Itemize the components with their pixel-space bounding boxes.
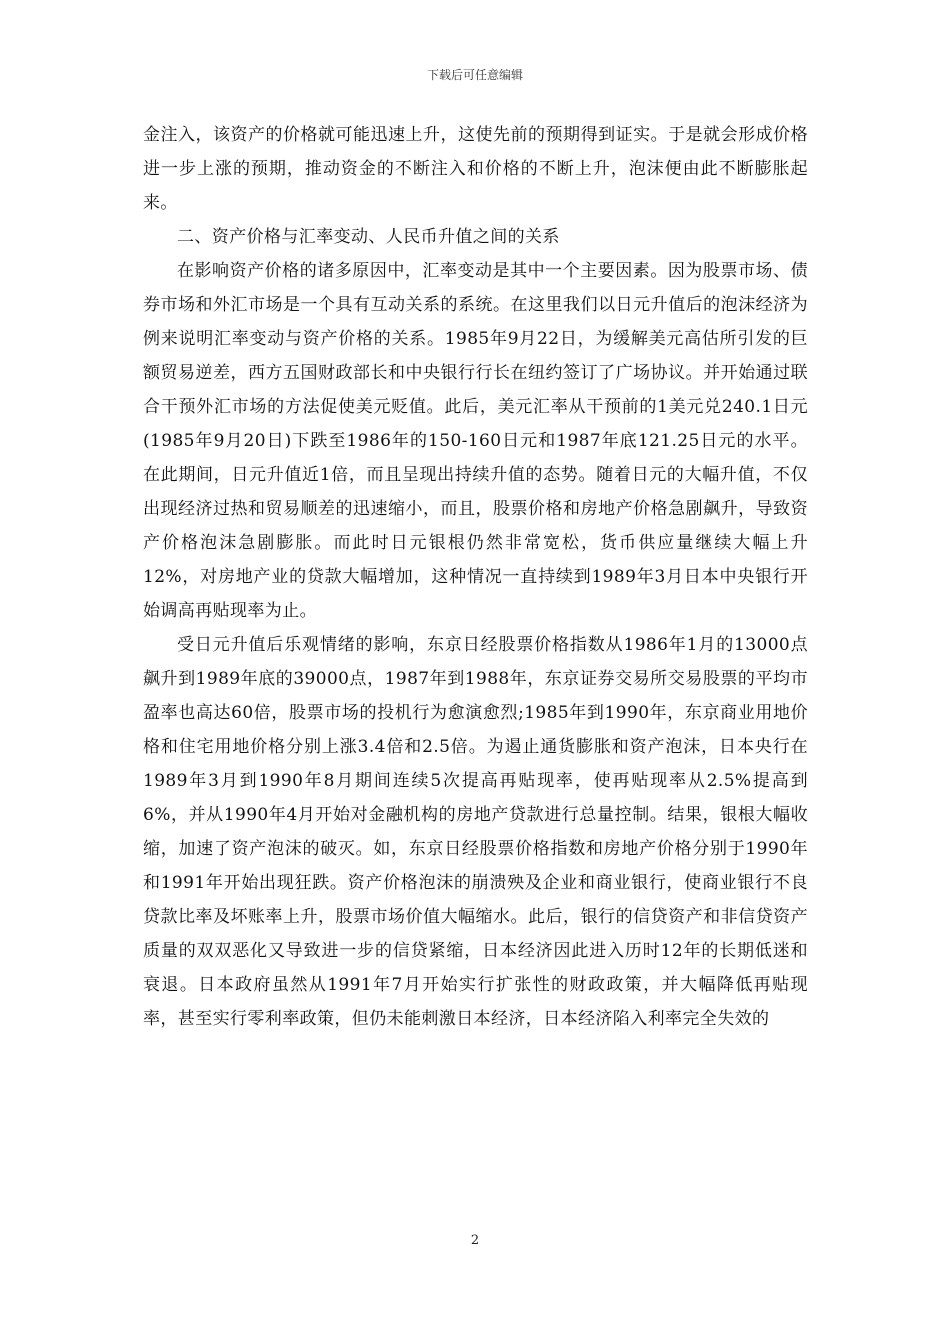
section-heading: 二、资产价格与汇率变动、人民币升值之间的关系 xyxy=(177,227,560,247)
page-number: 2 xyxy=(470,1233,480,1248)
paragraph-continuation: 金注入，该资产的价格就可能迅速上升，这使先前的预期得到证实。于是就会形成价格进一步上涨的预期，推动资金的不断注入和价格的不断上升，泡沫便由此不断膨胀起来。 xyxy=(143,125,808,213)
paragraph-exchange-rate: 在影响资产价格的诸多原因中，汇率变动是其中一个主要因素。因为股票市场、债券市场和外汇市场是一个具有互动关系的系统。在这里我们以日元升值后的泡沫经济为例来说明汇率变动与资产价格的关系。1985年9月22日，为缓解美元高估所引发的巨额贸易逆差，西方五国财政部长和中央银行行长在纽约签订了广场协议。并开始通过联合干预外汇市场的方法促使美元贬值。此后，美元汇率从干预前的1美元兑240.1日元(1985年9月20日)下跌至1986年的150-160日元和1987年底121.25日元的水平。在此期间，日元升值近1倍，而且呈现出持续升值的态势。随着日元的大幅升值，不仅出现经济过热和贸易顺差的迅速缩小，而且，股票价格和房地产价格急剧飙升，导致资产价格泡沫急剧膨胀。而此时日元银根仍然非常宽松，货币供应量继续大幅上升12%，对房地产业的贷款大幅增加，这种情况一直持续到1989年3月日本中央银行开始调高再贴现率为止。 xyxy=(143,261,808,621)
paragraph-japan-bubble: 受日元升值后乐观情绪的影响，东京日经股票价格指数从1986年1月的13000点飙升到1989年底的39000点，1987年到1988年，东京证券交易所交易股票的平均市盈率也高达60倍，股票市场的投机行为愈演愈烈;1985年到1990年，东京商业用地价格和住宅用地价格分别上涨3.4倍和2.5倍。为遏止通货膨胀和资产泡沫，日本央行在1989年3月到1990年8月期间连续5次提高再贴现率，使再贴现率从2.5%提高到6%，并从1990年4月开始对金融机构的房地产贷款进行总量控制。结果，银根大幅收缩，加速了资产泡沫的破灭。如，东京日经股票价格指数和房地产价格分别于1990年和1991年开始出现狂跌。资产价格泡沫的崩溃殃及企业和商业银行，使商业银行不良贷款比率及坏账率上升，股票市场价值大幅缩水。此后，银行的信贷资产和非信贷资产质量的双双恶化又导致进一步的信贷紧缩，日本经济因此进入历时12年的长期低迷和衰退。日本政府虽然从1991年7月开始实行扩张性的财政政策，并大幅降低再贴现率，甚至实行零利率政策，但仍未能刺激日本经济，日本经济陷入利率完全失效的 xyxy=(143,635,808,1029)
body-text xyxy=(143,118,808,1036)
page-header: 下载后可任意编辑 xyxy=(426,68,523,82)
